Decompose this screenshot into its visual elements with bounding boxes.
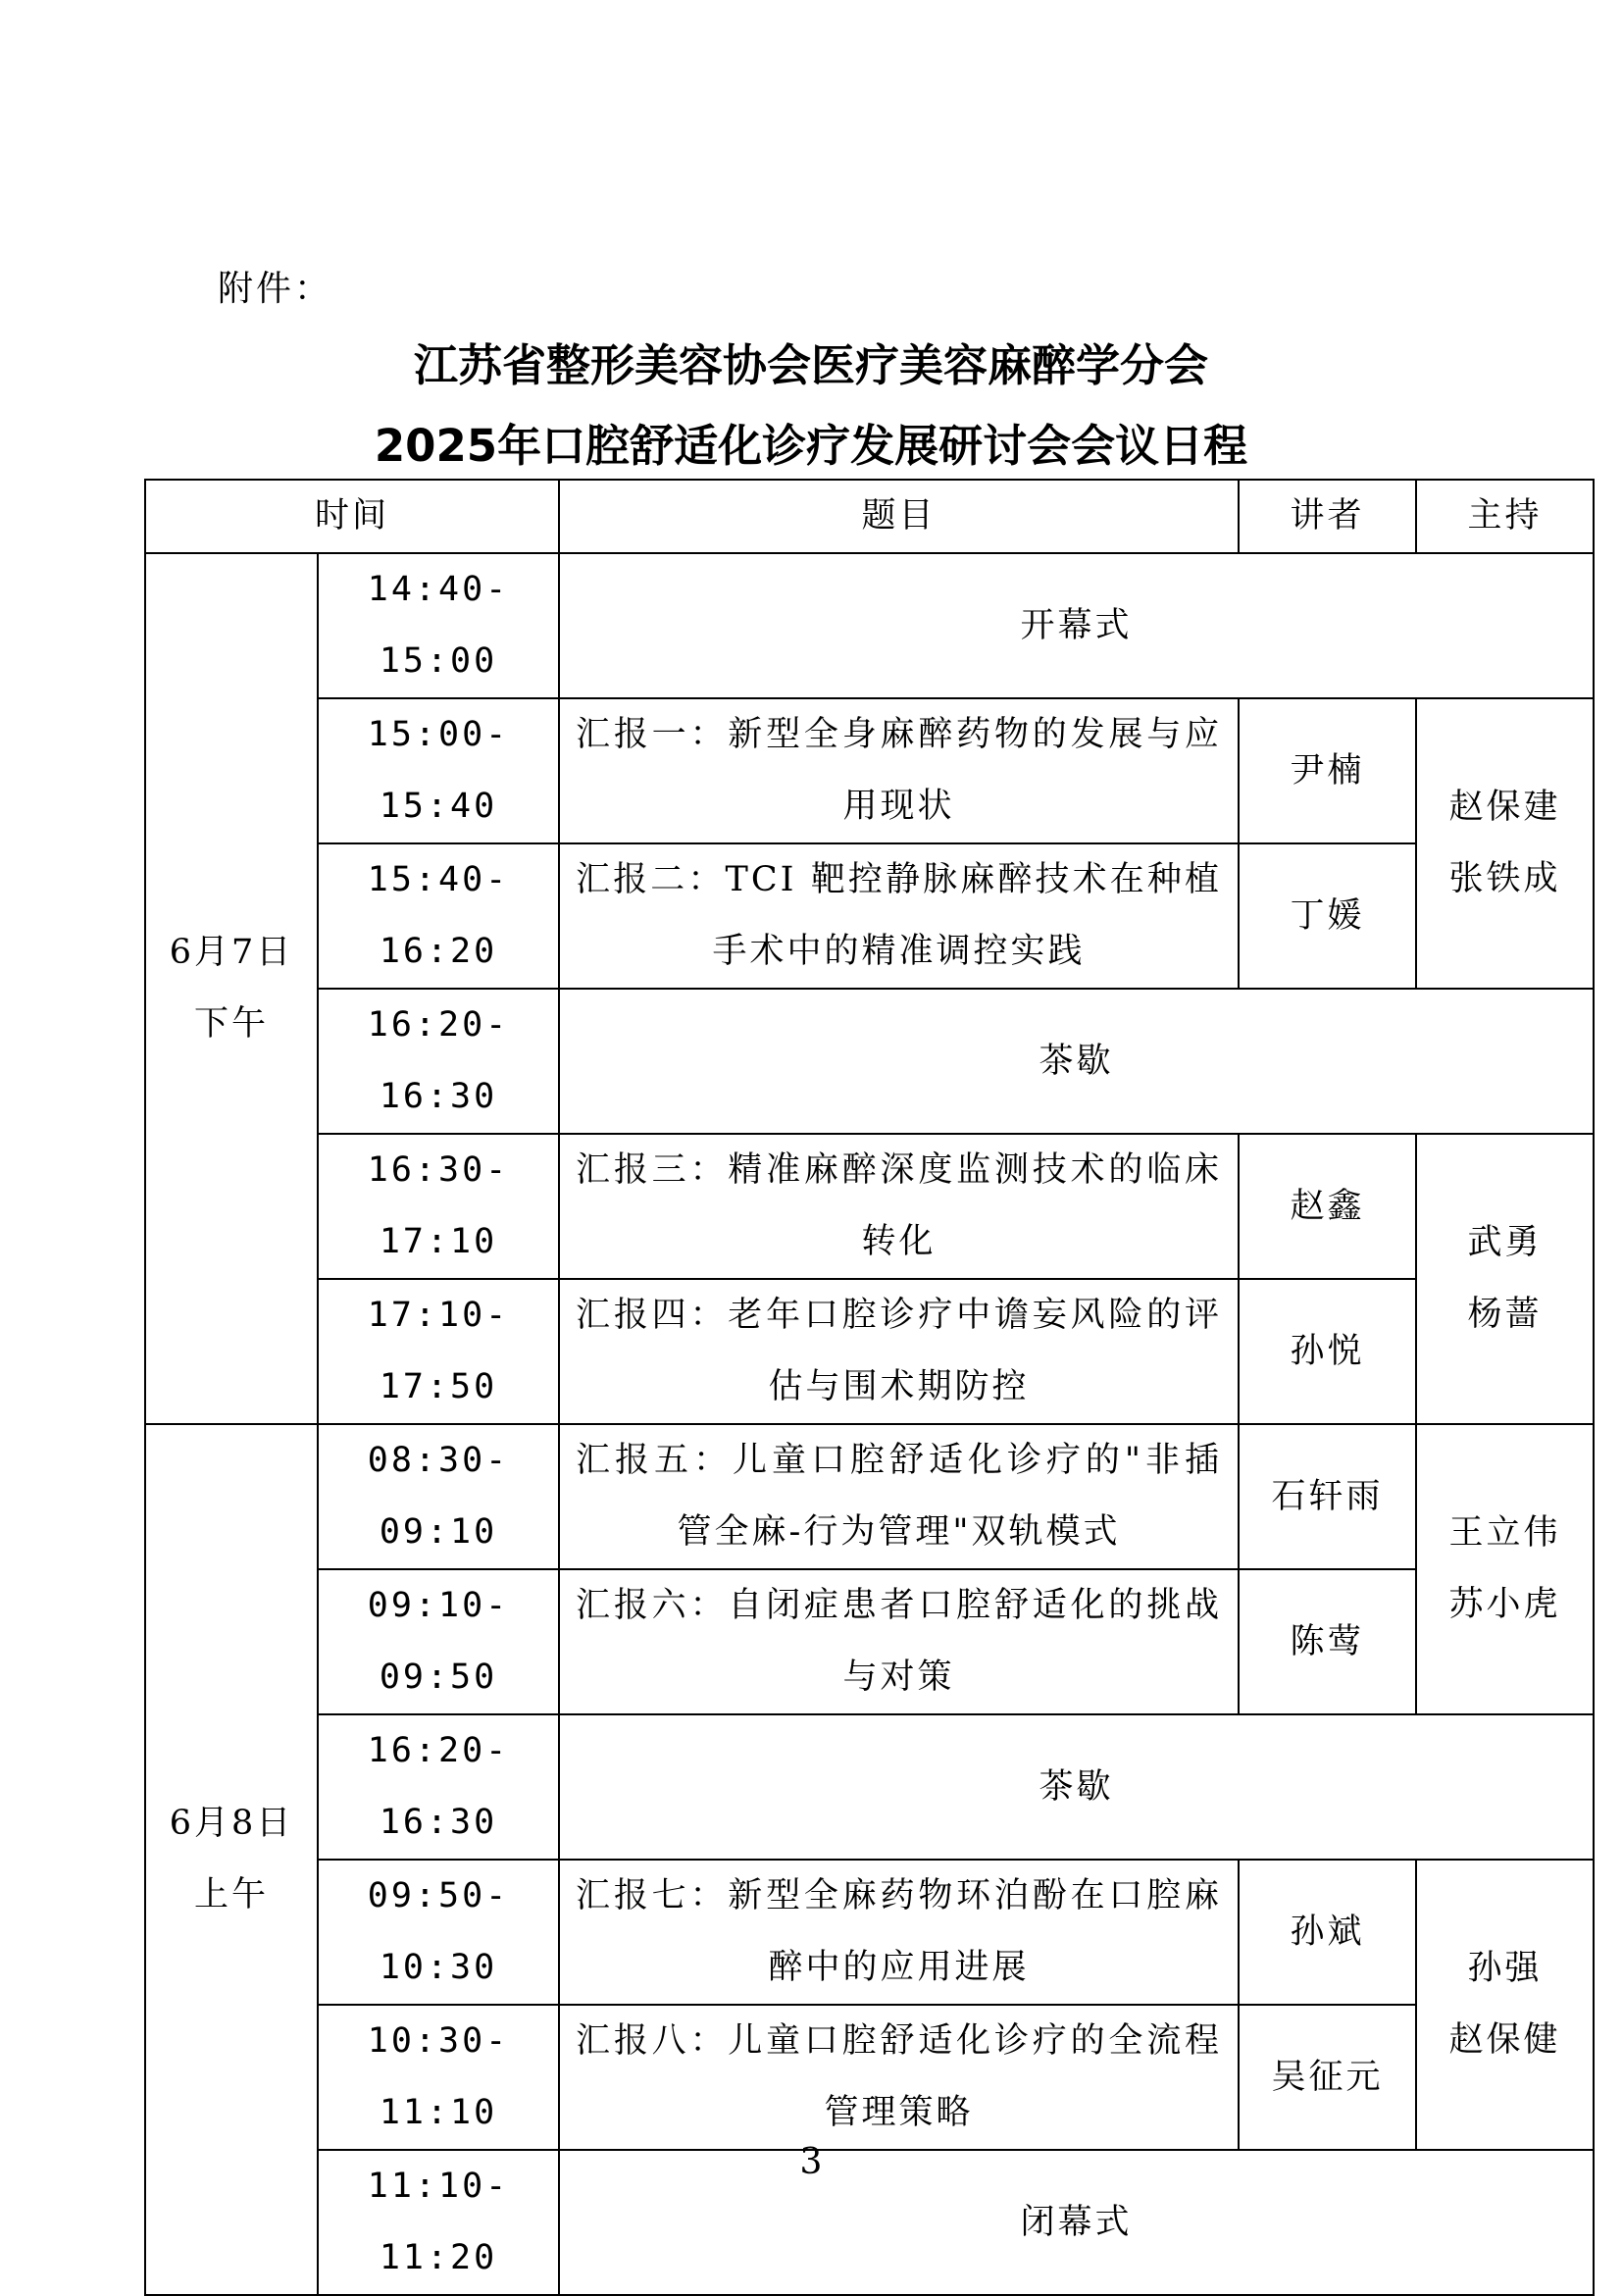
- time-cell: 09:50-10:30: [318, 1860, 559, 2005]
- time-cell: 11:10-11:20: [318, 2150, 559, 2295]
- time-cell: 09:10-09:50: [318, 1569, 559, 1714]
- day-date: 6月7日: [169, 933, 294, 972]
- header-speaker: 讲者: [1239, 480, 1416, 553]
- host-name: 王立伟: [1448, 1513, 1561, 1553]
- time-cell: 16:20-16:30: [318, 989, 559, 1134]
- table-row: [145, 1569, 1594, 1714]
- table-header-row: [145, 480, 1594, 553]
- attachment-label: 附件：: [218, 269, 333, 309]
- speaker-cell: 尹楠: [1239, 698, 1416, 843]
- time-cell: 08:30-09:10: [318, 1424, 559, 1569]
- day-period: 下午: [193, 1004, 269, 1044]
- host-cell: [1416, 1424, 1594, 1714]
- host-name: 孙强: [1467, 1949, 1543, 1988]
- speaker-cell: 石轩雨: [1239, 1424, 1416, 1569]
- table-row: [145, 1279, 1594, 1424]
- table-row: [145, 843, 1594, 989]
- topic-cell: 汇报三：精准麻醉深度监测技术的临床转化: [559, 1134, 1239, 1279]
- time-cell: 14:40-15:00: [318, 553, 559, 698]
- topic-cell: 汇报二：TCI 靶控静脉麻醉技术在种植手术中的精准调控实践: [559, 843, 1239, 989]
- table-row: [145, 1714, 1594, 1860]
- host-cell: [1416, 1134, 1594, 1424]
- time-cell: 10:30-11:10: [318, 2005, 559, 2150]
- host-name: 张铁成: [1448, 859, 1561, 898]
- speaker-cell: 孙斌: [1239, 1860, 1416, 2005]
- host-cell: [1416, 698, 1594, 989]
- header-topic: 题目: [559, 480, 1239, 553]
- host-cell: [1416, 1860, 1594, 2150]
- host-name: 苏小虎: [1448, 1585, 1561, 1624]
- speaker-cell: 陈莺: [1239, 1569, 1416, 1714]
- page-number: 3: [799, 2142, 823, 2182]
- day-cell: [145, 553, 318, 1424]
- session-title: 茶歇: [559, 989, 1594, 1134]
- time-cell: 15:40-16:20: [318, 843, 559, 989]
- time-cell: 17:10-17:50: [318, 1279, 559, 1424]
- topic-cell: 汇报四：老年口腔诊疗中谵妄风险的评估与围术期防控: [559, 1279, 1239, 1424]
- host-name: 赵保健: [1448, 2020, 1561, 2060]
- time-cell: 15:00-15:40: [318, 698, 559, 843]
- speaker-cell: 赵鑫: [1239, 1134, 1416, 1279]
- header-time: 时间: [145, 480, 559, 553]
- host-name: 赵保建: [1448, 788, 1561, 827]
- table-row: [145, 989, 1594, 1134]
- header-host: 主持: [1416, 480, 1594, 553]
- page-title-line2: 2025年口腔舒适化诊疗发展研讨会会议日程: [374, 420, 1248, 472]
- session-title: 闭幕式: [559, 2150, 1594, 2295]
- speaker-cell: 吴征元: [1239, 2005, 1416, 2150]
- table-row: [145, 553, 1594, 698]
- host-name: 武勇: [1467, 1223, 1543, 1262]
- table-row: [145, 698, 1594, 843]
- topic-cell: 汇报五：儿童口腔舒适化诊疗的"非插管全麻-行为管理"双轨模式: [559, 1424, 1239, 1569]
- topic-cell: 汇报七：新型全麻药物环泊酚在口腔麻醉中的应用进展: [559, 1860, 1239, 2005]
- speaker-cell: 孙悦: [1239, 1279, 1416, 1424]
- session-title: 开幕式: [559, 553, 1594, 698]
- time-cell: 16:20-16:30: [318, 1714, 559, 1860]
- table-row: [145, 2005, 1594, 2150]
- page-title-line1: 江苏省整形美容协会医疗美容麻醉学分会: [413, 339, 1208, 391]
- table-row: [145, 1424, 1594, 1569]
- speaker-cell: 丁媛: [1239, 843, 1416, 989]
- session-title: 茶歇: [559, 1714, 1594, 1860]
- table-row: [145, 1134, 1594, 1279]
- schedule-table: [144, 479, 1595, 2296]
- topic-cell: 汇报一：新型全身麻醉药物的发展与应用现状: [559, 698, 1239, 843]
- day-date: 6月8日: [169, 1804, 294, 1843]
- topic-cell: 汇报六：自闭症患者口腔舒适化的挑战与对策: [559, 1569, 1239, 1714]
- day-period: 上午: [193, 1875, 269, 1914]
- host-name: 杨蔷: [1467, 1295, 1543, 1334]
- table-row: [145, 1860, 1594, 2005]
- topic-cell: 汇报八：儿童口腔舒适化诊疗的全流程管理策略: [559, 2005, 1239, 2150]
- time-cell: 16:30-17:10: [318, 1134, 559, 1279]
